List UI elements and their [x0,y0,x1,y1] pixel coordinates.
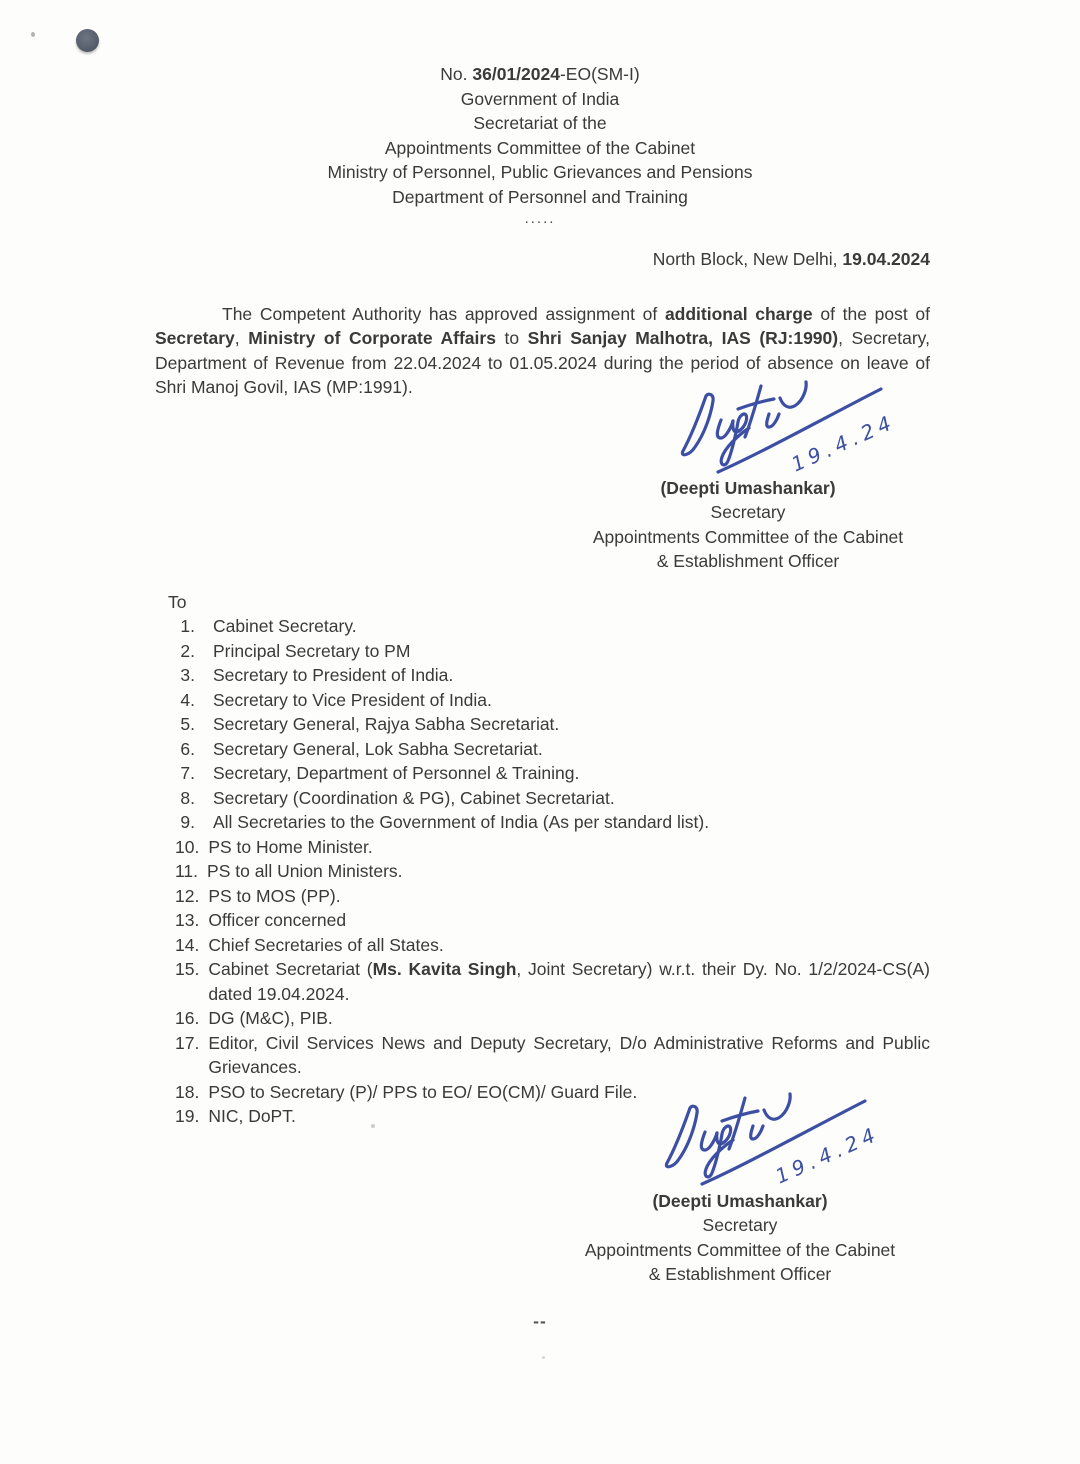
recipient-item [175,1031,930,1080]
distribution-list [175,614,930,1129]
item-number: 5. [180,714,195,734]
item-text: Cabinet Secretariat (Ms. Kavita Singh, Joint Secretary) w.r.t. their Dy. No. 1/2/2024-CS(A) dated 19.04.2024. [208,959,931,1004]
item-number: 19. [175,1106,200,1126]
item-number: 16. [175,1008,200,1028]
end-of-document-mark: -- [533,1310,547,1331]
scan-speck [542,1356,545,1359]
recipient-item [175,761,930,786]
recipient-item [175,639,930,664]
place-date-line: North Block, New Delhi, 19.04.2024 [652,249,930,269]
scan-speck [371,1124,375,1128]
scan-speck [31,32,35,37]
item-number: 12. [175,885,200,906]
letterhead-line: Secretariat of the [473,113,607,133]
item-text: Secretary to Vice President of India. [213,689,492,710]
item-number: 9. [180,812,195,832]
item-text: Principal Secretary to PM [213,640,411,661]
item-number: 10. [175,836,200,857]
recipient-item [175,1080,930,1105]
letterhead-line: Appointments Committee of the Cabinet [384,137,696,158]
recipient-item [175,688,930,713]
item-number: 13. [175,910,200,930]
item-text: NIC, DoPT. [208,1106,296,1126]
recipient-item [175,737,930,762]
reference-number: No. 36/01/2024-EO(SM-I) [440,64,640,84]
signatory-block [556,476,940,574]
recipient-item [175,712,930,737]
signatory-block [548,1189,932,1287]
signatory-title: Secretary [710,502,786,522]
body-paragraph: The Competent Authority has approved assignment of additional charge of the post of Secretary, Ministry of Corporate Affairs to Shri Sanjay Malhotra, IAS (RJ:1990), Secretary, Department of Revenue from 22.04.2024 to 01.05.2024 during the period of absence on leave of Shri Manoj Govil, IAS (MP:1991). [155,303,930,397]
signatory-org-line: Appointments Committee of the Cabinet [584,1239,896,1260]
item-number: 18. [175,1081,200,1102]
item-number: 17. [175,1032,200,1053]
item-text: Editor, Civil Services News and Deputy Secretary, D/o Administrative Reforms and Public Grievances. [208,1032,930,1077]
item-text: PS to Home Minister. [208,836,373,857]
item-text: PS to MOS (PP). [208,885,341,906]
item-text: DG (M&C), PIB. [208,1008,333,1028]
recipient-item [175,933,930,958]
item-number: 1. [180,616,195,636]
item-text: Secretary to President of India. [213,665,454,685]
item-number: 6. [180,738,195,759]
signatory-name: (Deepti Umashankar) [660,477,836,498]
recipient-item [175,786,930,811]
item-text: PS to all Union Ministers. [207,861,403,881]
separator-dots: ..... [524,210,556,227]
item-text: Cabinet Secretary. [213,616,357,636]
recipient-item [175,1006,930,1031]
letterhead-line: Department of Personnel and Training [392,186,688,207]
letterhead-line: Government of India [460,88,620,109]
item-text: Secretary General, Lok Sabha Secretariat. [213,738,543,759]
letterhead-line: Ministry of Personnel, Public Grievances and Pensions [327,162,753,182]
recipient-item [175,908,930,933]
recipient-item [175,835,930,860]
recipient-item [175,957,930,1006]
item-number: 2. [180,640,195,661]
signatory-name: (Deepti Umashankar) [652,1190,828,1211]
signatory-org-line: & Establishment Officer [656,551,840,571]
recipient-item [175,810,930,835]
item-number: 14. [175,934,200,955]
recipient-item [175,1104,930,1129]
item-number: 7. [180,763,195,783]
hole-punch-mark [76,29,99,52]
signatory-org-line: & Establishment Officer [648,1264,832,1284]
letterhead [0,62,1080,209]
recipient-item [175,663,930,688]
item-text: PSO to Secretary (P)/ PPS to EO/ EO(CM)/ Guard File. [208,1081,638,1102]
signatory-org-line: Appointments Committee of the Cabinet [592,526,904,547]
item-number: 15. [175,959,200,979]
recipient-item [175,614,930,639]
item-text: Secretary, Department of Personnel & Training. [213,763,580,783]
item-text: Chief Secretaries of all States. [208,934,444,955]
item-number: 11. [175,861,199,881]
item-number: 3. [180,665,195,685]
to-label: To [168,591,187,612]
item-text: Officer concerned [208,910,347,930]
item-text: Secretary General, Rajya Sabha Secretariat. [213,714,560,734]
item-text: Secretary (Coordination & PG), Cabinet Secretariat. [213,787,615,808]
signatory-title: Secretary [702,1215,778,1235]
item-number: 8. [180,787,195,808]
recipient-item [175,859,930,884]
recipient-item [175,884,930,909]
item-text: All Secretaries to the Government of India (As per standard list). [213,812,710,832]
item-number: 4. [180,689,195,710]
